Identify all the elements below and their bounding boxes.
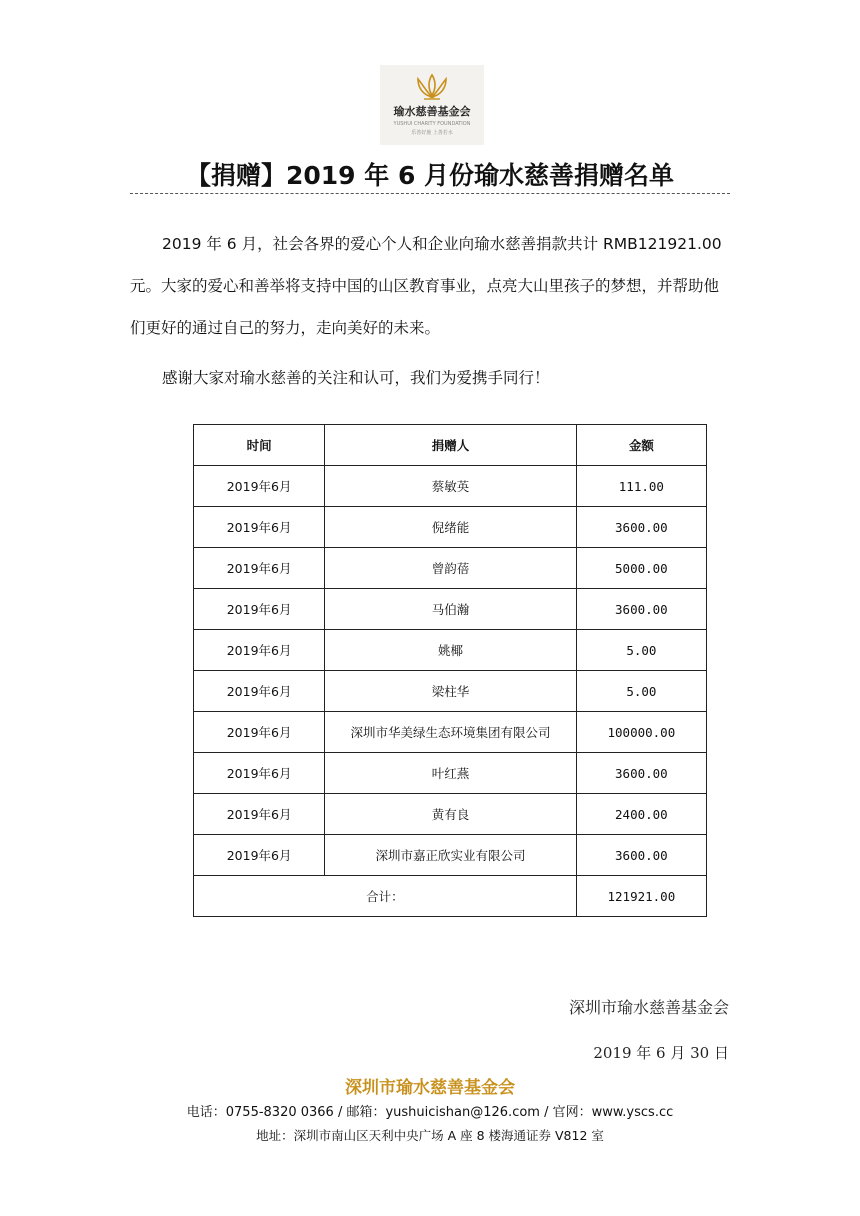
cell-time: 2019年6月	[194, 589, 325, 630]
cell-amount: 5000.00	[576, 548, 706, 589]
cell-amount: 3600.00	[576, 507, 706, 548]
footer-address: 地址：深圳市南山区天利中央广场 A 座 8 楼海通证券 V812 室	[256, 1128, 604, 1143]
foundation-logo	[380, 65, 484, 145]
lotus-emblem-icon	[412, 73, 452, 101]
intro-paragraph	[130, 223, 750, 349]
cell-donor: 蔡敏英	[325, 466, 576, 507]
cell-amount: 3600.00	[576, 589, 706, 630]
total-amount: 121921.00	[576, 876, 706, 917]
intro-line-3: 们更好的通过自己的努力，走向美好的未来。	[130, 319, 441, 337]
cell-amount: 5.00	[576, 630, 706, 671]
cell-amount: 111.00	[576, 466, 706, 507]
header-amount: 金额	[576, 425, 706, 466]
cell-time: 2019年6月	[194, 548, 325, 589]
signature-date: 2019 年 6 月 30 日	[593, 1044, 729, 1062]
cell-donor: 梁柱华	[325, 671, 576, 712]
donation-table	[193, 424, 707, 917]
cell-donor: 倪绪能	[325, 507, 576, 548]
cell-donor: 叶红燕	[325, 753, 576, 794]
intro-line-2: 元。大家的爱心和善举将支持中国的山区教育事业，点亮大山里孩子的梦想，并帮助他	[130, 277, 720, 295]
table-row	[194, 466, 707, 507]
logo-name: 瑜水慈善基金会	[393, 105, 471, 118]
cell-donor: 深圳市嘉正欣实业有限公司	[325, 835, 576, 876]
table-header-row	[194, 425, 707, 466]
cell-amount: 5.00	[576, 671, 706, 712]
cell-amount: 3600.00	[576, 835, 706, 876]
intro-line-1: 2019 年 6 月，社会各界的爱心个人和企业向瑜水慈善捐款共计 RMB121921.00	[162, 235, 722, 253]
table-row	[194, 671, 707, 712]
table-row	[194, 794, 707, 835]
table-row	[194, 712, 707, 753]
thanks-paragraph: 感谢大家对瑜水慈善的关注和认可，我们为爱携手同行！	[162, 369, 550, 387]
donation-rows	[194, 466, 707, 876]
table-row	[194, 507, 707, 548]
total-row	[194, 876, 707, 917]
table-row	[194, 589, 707, 630]
header-time: 时间	[194, 425, 325, 466]
table-row	[194, 835, 707, 876]
cell-time: 2019年6月	[194, 794, 325, 835]
table-row	[194, 630, 707, 671]
cell-donor: 曾韵蓓	[325, 548, 576, 589]
logo-tagline: 乐善好施 上善若水	[411, 130, 453, 136]
footer-org: 深圳市瑜水慈善基金会	[345, 1078, 515, 1098]
cell-donor: 姚椰	[325, 630, 576, 671]
cell-time: 2019年6月	[194, 671, 325, 712]
total-label: 合计：	[194, 876, 577, 917]
logo-english: YUSHUI CHARITY FOUNDATION	[393, 121, 471, 127]
signature-org: 深圳市瑜水慈善基金会	[568, 998, 729, 1017]
cell-time: 2019年6月	[194, 466, 325, 507]
cell-amount: 100000.00	[576, 712, 706, 753]
page-title: 【捐赠】2019 年 6 月份瑜水慈善捐赠名单	[185, 161, 675, 190]
header-donor: 捐赠人	[325, 425, 576, 466]
cell-time: 2019年6月	[194, 712, 325, 753]
cell-time: 2019年6月	[194, 630, 325, 671]
cell-time: 2019年6月	[194, 753, 325, 794]
table-row	[194, 548, 707, 589]
cell-donor: 马伯瀚	[325, 589, 576, 630]
table-row	[194, 753, 707, 794]
cell-donor: 黄有良	[325, 794, 576, 835]
footer-contact: 电话：0755-8320 0366 / 邮箱：yushuicishan@126.com / 官网：www.yscs.cc	[186, 1105, 674, 1120]
cell-donor: 深圳市华美绿生态环境集团有限公司	[325, 712, 576, 753]
cell-time: 2019年6月	[194, 835, 325, 876]
title-divider	[130, 193, 730, 194]
cell-amount: 3600.00	[576, 753, 706, 794]
cell-time: 2019年6月	[194, 507, 325, 548]
cell-amount: 2400.00	[576, 794, 706, 835]
